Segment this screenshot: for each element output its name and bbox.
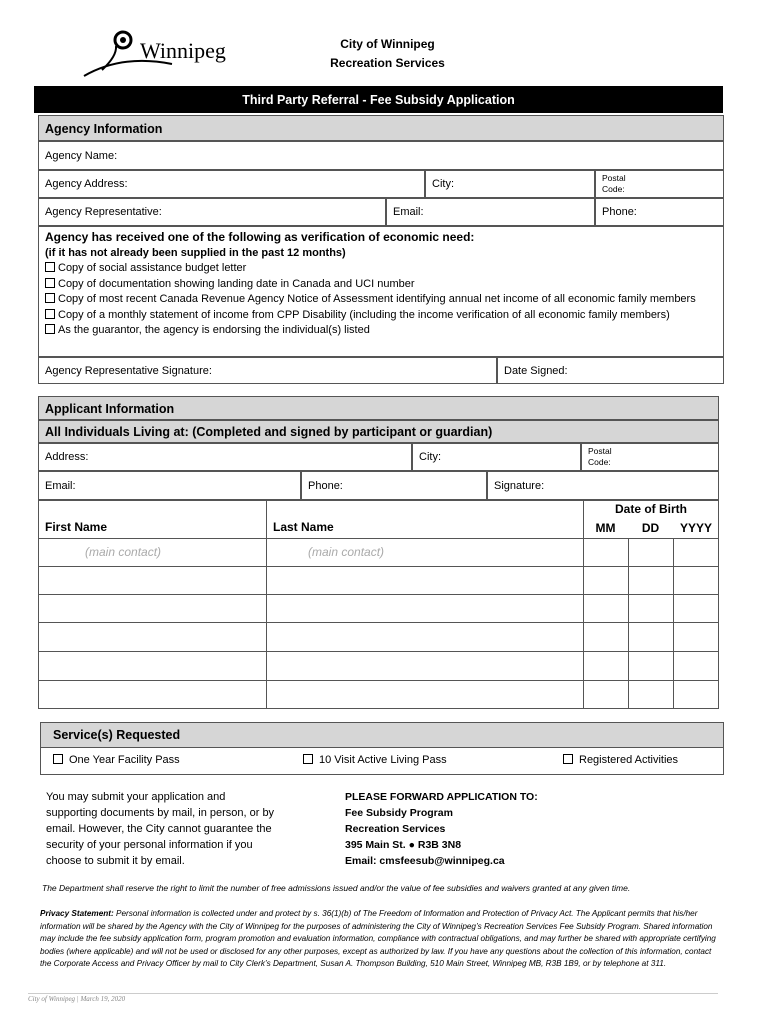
verification-box: [38, 226, 724, 357]
forward-line: 395 Main St. ● R3B 3N8: [345, 839, 462, 851]
agency-signature-field[interactable]: [38, 357, 497, 384]
logo-wordmark: Winnipeg: [140, 38, 226, 63]
table-row-line: [38, 594, 719, 595]
applicant-city-field[interactable]: [412, 443, 581, 471]
table-row-line: [38, 622, 719, 623]
forward-address: [345, 789, 675, 869]
main-contact-last-placeholder[interactable]: (main contact): [308, 545, 385, 559]
service-option-label: One Year Facility Pass: [69, 754, 180, 766]
verification-option-label: Copy of social assistance budget letter: [58, 262, 247, 274]
agency-email-label: Email:: [393, 206, 424, 218]
table-row-line: [38, 680, 719, 681]
applicant-signature-label: Signature:: [494, 479, 545, 492]
applicant-phone-label: Phone:: [308, 479, 343, 492]
winnipeg-logo: [82, 26, 232, 80]
verification-option[interactable]: [45, 261, 717, 277]
agency-phone-field[interactable]: [595, 198, 724, 226]
checkbox-icon[interactable]: [53, 754, 63, 764]
org-line-1: City of Winnipeg: [340, 37, 435, 51]
verification-subheading: (if it has not already been supplied in the past 12 months): [45, 246, 346, 259]
table-row-line: [38, 566, 719, 567]
agency-section-title: Agency Information: [38, 115, 724, 141]
agency-name-field[interactable]: [38, 141, 724, 170]
services-options: [40, 748, 724, 775]
forward-line: Recreation Services: [345, 823, 446, 835]
applicant-city-label: City:: [419, 451, 441, 463]
services-section-title: Service(s) Requested: [40, 722, 724, 748]
agency-rep-field[interactable]: [38, 198, 386, 226]
applicant-phone-field[interactable]: [301, 471, 487, 500]
table-row-line: [38, 651, 719, 652]
applicant-email-label: Email:: [45, 479, 76, 492]
applicant-address-label: Address:: [45, 451, 89, 463]
footer-divider: [28, 993, 718, 994]
agency-postal-field[interactable]: [595, 170, 724, 198]
verification-option-label: Copy of a monthly statement of income from CPP Disability (including the income verification of all economic family members): [58, 308, 670, 321]
agency-rep-label: Agency Representative:: [45, 206, 162, 218]
first-name-header: First Name: [45, 520, 108, 534]
checkbox-icon[interactable]: [45, 293, 55, 303]
mm-header: MM: [595, 521, 616, 535]
applicant-postal-field[interactable]: [581, 443, 719, 471]
postal-label-2: Code:: [588, 457, 611, 467]
service-option-facility-pass[interactable]: [53, 754, 180, 766]
table-divider: [628, 539, 629, 709]
yyyy-header: YYYY: [679, 521, 712, 535]
checkbox-icon[interactable]: [45, 262, 55, 272]
service-option-label: Registered Activities: [579, 754, 679, 766]
postal-label-1: Postal: [588, 446, 612, 456]
submission-line: You may submit your application and: [46, 791, 226, 803]
checkbox-icon[interactable]: [45, 278, 55, 288]
checkbox-icon[interactable]: [45, 324, 55, 334]
submission-line: security of your personal information if you: [46, 839, 253, 851]
last-name-header: Last Name: [273, 520, 334, 534]
verification-heading: Agency has received one of the following as verification of economic need:: [45, 230, 475, 244]
postal-label-1: Postal: [602, 173, 626, 183]
agency-email-field[interactable]: [386, 198, 595, 226]
verification-option-label: Copy of documentation showing landing date in Canada and UCI number: [58, 277, 415, 290]
forward-email[interactable]: Email: cmsfeesub@winnipeg.ca: [345, 855, 505, 867]
applicant-address-field[interactable]: [38, 443, 412, 471]
postal-label-2: Code:: [602, 184, 625, 194]
living-at-heading: All Individuals Living at: (Completed and signed by participant or guardian): [38, 420, 719, 443]
checkbox-icon[interactable]: [45, 309, 55, 319]
checkbox-icon[interactable]: [563, 754, 573, 764]
privacy-label: Privacy Statement:: [40, 909, 114, 918]
dd-header: DD: [641, 521, 660, 535]
date-signed-field[interactable]: [497, 357, 724, 384]
table-row-line: [38, 538, 719, 539]
table-divider: [266, 500, 267, 709]
service-option-label: 10 Visit Active Living Pass: [319, 754, 447, 766]
org-line-2: Recreation Services: [330, 56, 445, 70]
verification-option[interactable]: [45, 292, 717, 308]
date-signed-label: Date Signed:: [504, 364, 568, 377]
table-divider: [673, 539, 674, 709]
applicant-signature-field[interactable]: [487, 471, 719, 500]
verification-option[interactable]: [45, 323, 717, 339]
verification-option[interactable]: [45, 308, 717, 324]
submission-line: email. However, the City cannot guarantee the: [46, 823, 272, 835]
department-note: The Department shall reserve the right to limit the number of free admissions issued and/or the value of fee subsidies and waivers granted at any given time.: [42, 883, 631, 893]
dob-header: Date of Birth: [615, 502, 687, 516]
privacy-statement: [40, 908, 720, 971]
agency-address-field[interactable]: [38, 170, 425, 198]
agency-address-label: Agency Address:: [45, 178, 128, 190]
service-option-registered[interactable]: [563, 754, 678, 766]
verification-option-label: As the guarantor, the agency is endorsing the individual(s) listed: [58, 324, 370, 336]
form-title: Third Party Referral - Fee Subsidy Application: [34, 86, 723, 113]
agency-city-label: City:: [432, 178, 454, 190]
forward-line: Fee Subsidy Program: [345, 807, 453, 819]
agency-name-label: Agency Name:: [45, 149, 118, 162]
submission-line: choose to submit it by email.: [46, 855, 185, 867]
org-name: [300, 35, 475, 73]
main-contact-first-placeholder[interactable]: (main contact): [85, 545, 162, 559]
footer-text: City of Winnipeg | March 19, 2020: [28, 995, 126, 1003]
agency-phone-label: Phone:: [602, 206, 637, 218]
applicant-email-field[interactable]: [38, 471, 301, 500]
submission-line: supporting documents by mail, in person, or by: [46, 807, 275, 819]
agency-city-field[interactable]: [425, 170, 595, 198]
forward-heading: PLEASE FORWARD APPLICATION TO:: [345, 791, 538, 803]
verification-option[interactable]: [45, 277, 717, 293]
service-option-visit-pass[interactable]: [303, 754, 447, 766]
checkbox-icon[interactable]: [303, 754, 313, 764]
agency-signature-label: Agency Representative Signature:: [45, 364, 212, 377]
verification-option-label: Copy of most recent Canada Revenue Agency Notice of Assessment identifying annual net income of all economic family members: [58, 293, 696, 305]
applicant-section-title: Applicant Information: [38, 396, 719, 420]
submission-note: [46, 789, 316, 869]
privacy-text: Personal information is collected under and protect by s. 36(1)(b) of The Freedom of Information and Protection of Privacy Act. The Applicant permits that his/her information will be shared by the Agency with the City of Winnipeg for the purposes of administering the City of Winnipeg’s Recreation Services Fee Subsidy Program. Shared information may include the fee subsidy application form, program promotion and evaluation information, compliance with contractual obligations, and may further be shared with appropriate certifying bodies (where applicable) and will not be used or disclosed for any other purposes, except as authorized by law. If you have any questions about the collection of this information, contact the Corporate Access and Privacy Officer by mail to City Clerk’s Department, Susan A. Thompson Building, 510 Main Street, Winnipeg MB, R3B 1B9, or by telephone at 311.: [40, 909, 716, 969]
